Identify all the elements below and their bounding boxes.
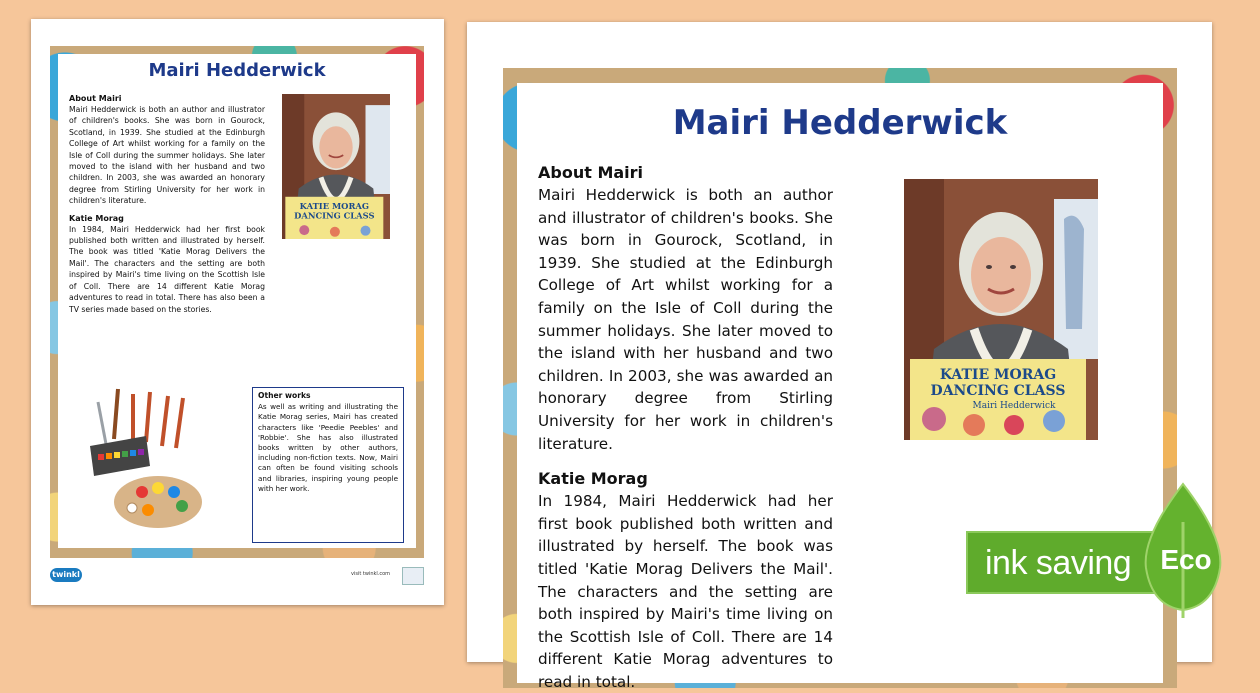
about-heading: About Mairi (538, 163, 644, 182)
content-area (58, 54, 416, 548)
about-text: Mairi Hedderwick is both an author and illustrator of children's books. She was born in Gourock, Scotland, in 1939. She studied at the Edinburgh College of Art whilst working for a family on the Isle of Coll during the summer holidays. She later moved to the island with her husband and two children. In 2003, she was awarded an honorary degree from Stirling University for her work in children's literature. (538, 186, 833, 453)
about-text: Mairi Hedderwick is both an author and illustrator of children's books. She was born in Gourock, Scotland, in 1939. She studied at the Edinburgh College of Art whilst working for a family on the Isle of Coll during the summer holidays. She later moved to the island with her husband and two children. In 2003, she was awarded an honorary degree from Stirling University for her work in children's literature. (69, 105, 265, 206)
worksheet-preview-small (31, 19, 444, 605)
art-supplies-illustration (78, 384, 206, 534)
katie-text: In 1984, Mairi Hedderwick had her first book published both written and illustrated by herself. The book was titled 'Katie Morag Delivers the Mail'. The characters and the setting are both inspired by Mairi's time living on the Scottish Isle of Coll. There are 14 different Katie Morag adventures to read in total. There has also been a TV series made based on the stories. (69, 224, 265, 314)
page-title: Mairi Hedderwick (672, 103, 1008, 143)
book-title-1: KATIE MORAG (299, 201, 369, 211)
book-author: Mairi Hedderwick (972, 401, 1056, 411)
decorative-border (503, 68, 1177, 691)
decorative-border (50, 46, 424, 558)
book-title-2: DANCING CLASS (930, 383, 1066, 399)
text-column (69, 93, 265, 315)
other-works-heading: Other works (258, 391, 311, 400)
about-heading: About Mairi (69, 94, 122, 103)
twinkl-logo: twinkl (50, 568, 82, 582)
book-title-2: DANCING CLASS (294, 210, 375, 221)
katie-text: In 1984, Mairi Hedderwick had her first book published both written and illustrated by herself. The book was titled 'Katie Morag Delivers the Mail'. The characters and the setting are both inspired by Mairi's time living on the Scottish Isle of Coll. There are 14 different Katie Morag adventures to read in total. (538, 492, 833, 691)
footer-url: visit twinkl.com (351, 571, 391, 577)
page-title: Mairi Hedderwick (148, 60, 326, 81)
other-works-box (252, 387, 404, 543)
author-photo (282, 94, 390, 239)
eco-label: Eco (1160, 544, 1212, 575)
book-title-1: KATIE MORAG (939, 367, 1057, 383)
other-works-text: As well as writing and illustrating the Katie Morag series, Mairi has created characters like 'Peedie Peebles' and 'Robbie'. She has also illustrated books written by other authors, including non-fiction texts. Now, Mairi can often be found visiting schools and libraries, inspiring young people with her work. (258, 402, 398, 493)
katie-heading: Katie Morag (538, 469, 648, 489)
text-column (538, 162, 833, 693)
katie-heading: Katie Morag (69, 213, 124, 223)
footer-badge-icon (402, 567, 424, 585)
ink-saving-label: ink saving (985, 544, 1132, 582)
author-photo (904, 179, 1098, 440)
